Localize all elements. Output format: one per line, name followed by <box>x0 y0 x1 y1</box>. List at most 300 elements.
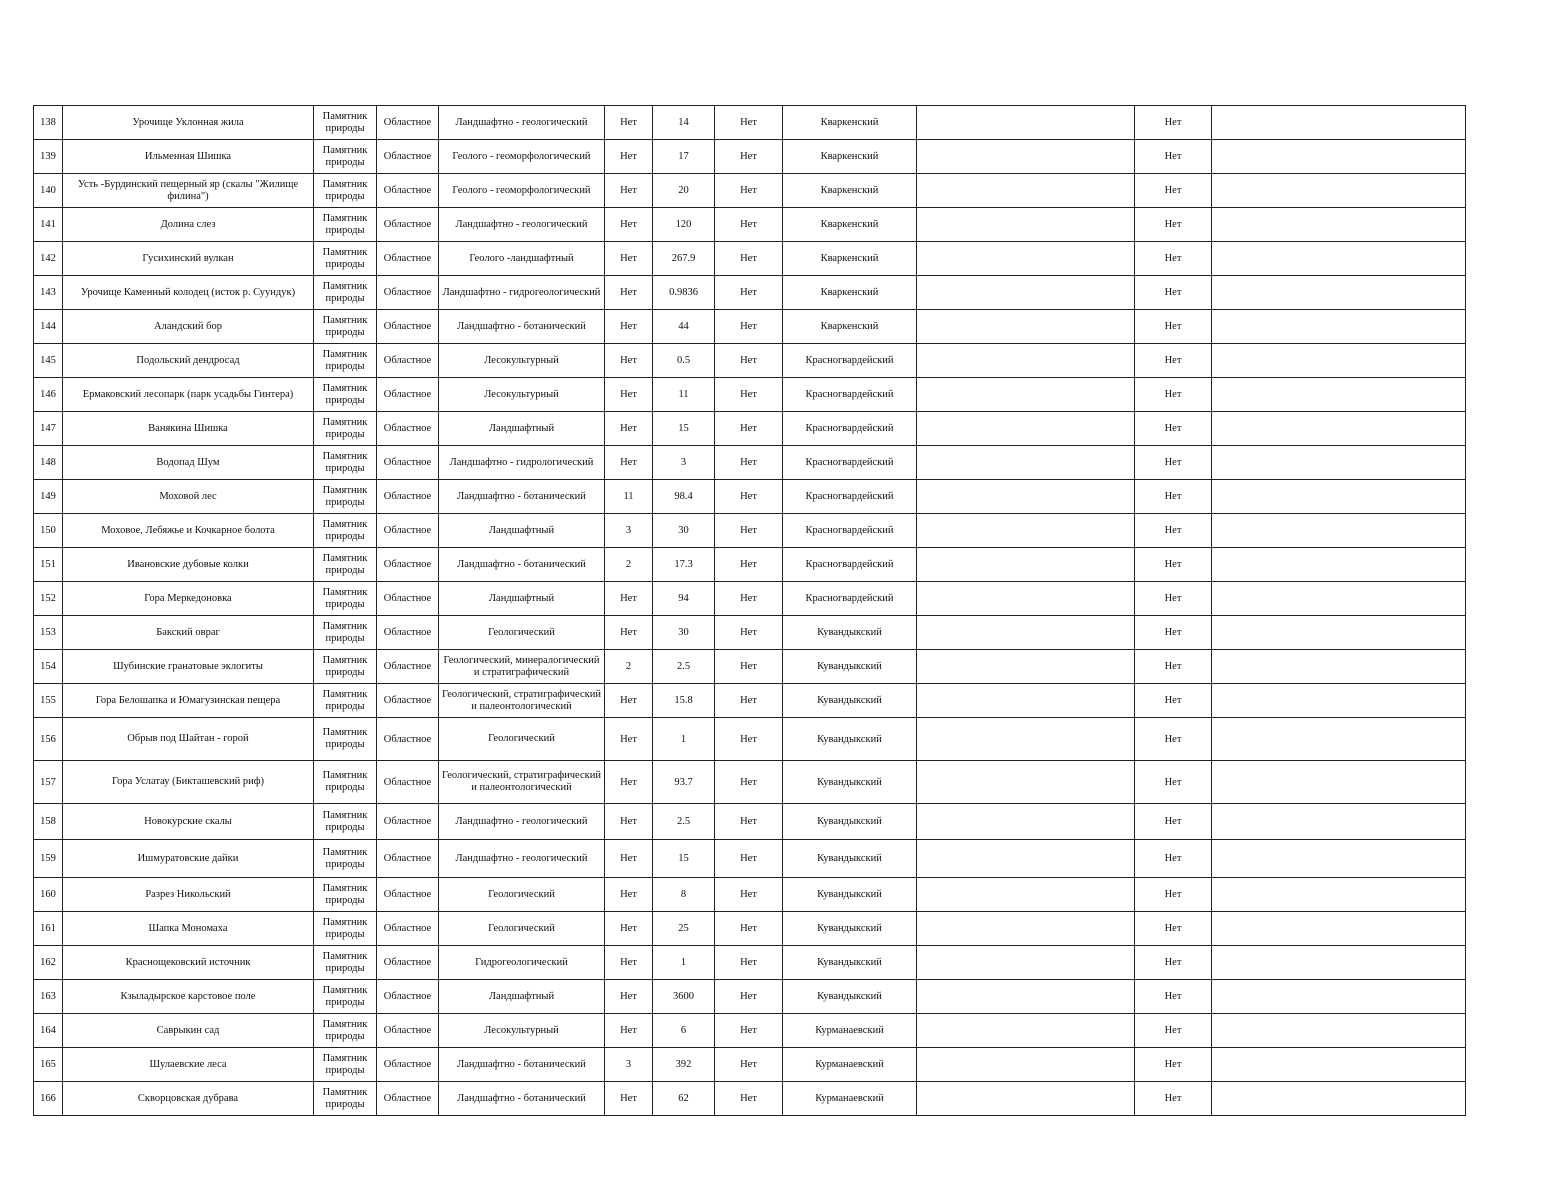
column-c-cell <box>917 276 1135 310</box>
district-cell: Красногвардейский <box>783 548 917 582</box>
category-cell: Памятник природы <box>314 174 377 208</box>
row-number-cell: 161 <box>34 912 63 946</box>
category-cell: Памятник природы <box>314 1048 377 1082</box>
column-d-cell: Нет <box>1135 878 1212 912</box>
column-d-cell: Нет <box>1135 344 1212 378</box>
district-cell: Кувандыкский <box>783 878 917 912</box>
column-b-cell: Нет <box>715 514 783 548</box>
column-c-cell <box>917 1082 1135 1116</box>
column-a-cell: Нет <box>605 878 653 912</box>
column-a-cell: Нет <box>605 412 653 446</box>
district-cell: Кваркенский <box>783 208 917 242</box>
table-body <box>34 106 1466 1116</box>
significance-cell: Областное <box>377 412 439 446</box>
column-c-cell <box>917 208 1135 242</box>
significance-cell: Областное <box>377 174 439 208</box>
object-name-cell: Подольский дендросад <box>63 344 314 378</box>
column-c-cell <box>917 980 1135 1014</box>
row-number-cell: 140 <box>34 174 63 208</box>
column-d-cell: Нет <box>1135 946 1212 980</box>
column-e-cell <box>1212 878 1466 912</box>
column-b-cell: Нет <box>715 616 783 650</box>
significance-cell: Областное <box>377 106 439 140</box>
column-e-cell <box>1212 208 1466 242</box>
column-e-cell <box>1212 761 1466 804</box>
significance-cell: Областное <box>377 582 439 616</box>
profile-cell: Геологический <box>439 718 605 761</box>
column-b-cell: Нет <box>715 878 783 912</box>
column-a-cell: Нет <box>605 1082 653 1116</box>
row-number-cell: 164 <box>34 1014 63 1048</box>
area-cell: 1 <box>653 946 715 980</box>
column-d-cell: Нет <box>1135 446 1212 480</box>
column-a-cell: Нет <box>605 684 653 718</box>
category-cell: Памятник природы <box>314 514 377 548</box>
column-a-cell: Нет <box>605 718 653 761</box>
row-number-cell: 165 <box>34 1048 63 1082</box>
table-row <box>34 548 1466 582</box>
category-cell: Памятник природы <box>314 480 377 514</box>
column-b-cell: Нет <box>715 684 783 718</box>
column-d-cell: Нет <box>1135 804 1212 840</box>
column-a-cell: Нет <box>605 912 653 946</box>
category-cell: Памятник природы <box>314 208 377 242</box>
object-name-cell: Гусихинский вулкан <box>63 242 314 276</box>
row-number-cell: 150 <box>34 514 63 548</box>
column-a-cell: 11 <box>605 480 653 514</box>
column-e-cell <box>1212 310 1466 344</box>
column-e-cell <box>1212 242 1466 276</box>
table-row <box>34 1048 1466 1082</box>
column-b-cell: Нет <box>715 582 783 616</box>
district-cell: Кваркенский <box>783 140 917 174</box>
column-d-cell: Нет <box>1135 548 1212 582</box>
column-c-cell <box>917 344 1135 378</box>
column-c-cell <box>917 616 1135 650</box>
column-e-cell <box>1212 1048 1466 1082</box>
column-b-cell: Нет <box>715 761 783 804</box>
significance-cell: Областное <box>377 344 439 378</box>
category-cell: Памятник природы <box>314 840 377 878</box>
area-cell: 30 <box>653 616 715 650</box>
significance-cell: Областное <box>377 1048 439 1082</box>
column-e-cell <box>1212 684 1466 718</box>
column-a-cell: Нет <box>605 344 653 378</box>
column-a-cell: Нет <box>605 804 653 840</box>
column-b-cell: Нет <box>715 548 783 582</box>
significance-cell: Областное <box>377 616 439 650</box>
column-c-cell <box>917 548 1135 582</box>
table-row <box>34 761 1466 804</box>
object-name-cell: Саврыкин сад <box>63 1014 314 1048</box>
table-row <box>34 650 1466 684</box>
significance-cell: Областное <box>377 276 439 310</box>
column-d-cell: Нет <box>1135 1082 1212 1116</box>
object-name-cell: Скворцовская дубрава <box>63 1082 314 1116</box>
area-cell: 1 <box>653 718 715 761</box>
profile-cell: Геолого -ландшафтный <box>439 242 605 276</box>
object-name-cell: Долина слез <box>63 208 314 242</box>
column-d-cell: Нет <box>1135 412 1212 446</box>
object-name-cell: Бакский овраг <box>63 616 314 650</box>
object-name-cell: Усть -Бурдинский пещерный яр (скалы "Жилище филина") <box>63 174 314 208</box>
protected-areas-table <box>33 105 1466 1116</box>
significance-cell: Областное <box>377 242 439 276</box>
significance-cell: Областное <box>377 208 439 242</box>
column-b-cell: Нет <box>715 480 783 514</box>
table-row <box>34 378 1466 412</box>
profile-cell: Ландшафтно - ботанический <box>439 310 605 344</box>
area-cell: 25 <box>653 912 715 946</box>
district-cell: Кваркенский <box>783 276 917 310</box>
area-cell: 3600 <box>653 980 715 1014</box>
column-d-cell: Нет <box>1135 980 1212 1014</box>
category-cell: Памятник природы <box>314 446 377 480</box>
category-cell: Памятник природы <box>314 106 377 140</box>
category-cell: Памятник природы <box>314 946 377 980</box>
column-d-cell: Нет <box>1135 208 1212 242</box>
row-number-cell: 146 <box>34 378 63 412</box>
column-b-cell: Нет <box>715 718 783 761</box>
column-d-cell: Нет <box>1135 514 1212 548</box>
column-c-cell <box>917 480 1135 514</box>
district-cell: Кувандыкский <box>783 718 917 761</box>
area-cell: 6 <box>653 1014 715 1048</box>
column-d-cell: Нет <box>1135 276 1212 310</box>
significance-cell: Областное <box>377 684 439 718</box>
area-cell: 11 <box>653 378 715 412</box>
row-number-cell: 141 <box>34 208 63 242</box>
district-cell: Красногвардейский <box>783 480 917 514</box>
column-e-cell <box>1212 650 1466 684</box>
profile-cell: Ландшафтно - ботанический <box>439 480 605 514</box>
column-c-cell <box>917 684 1135 718</box>
column-c-cell <box>917 106 1135 140</box>
row-number-cell: 138 <box>34 106 63 140</box>
object-name-cell: Ишмуратовские дайки <box>63 840 314 878</box>
category-cell: Памятник природы <box>314 140 377 174</box>
district-cell: Кувандыкский <box>783 761 917 804</box>
column-b-cell: Нет <box>715 446 783 480</box>
profile-cell: Лесокультурный <box>439 344 605 378</box>
row-number-cell: 156 <box>34 718 63 761</box>
profile-cell: Ландшафтно - гидрологический <box>439 446 605 480</box>
object-name-cell: Гора Меркедоновка <box>63 582 314 616</box>
table-row <box>34 514 1466 548</box>
profile-cell: Ландшафтный <box>439 582 605 616</box>
column-c-cell <box>917 650 1135 684</box>
object-name-cell: Водопад Шум <box>63 446 314 480</box>
significance-cell: Областное <box>377 1082 439 1116</box>
column-a-cell: Нет <box>605 106 653 140</box>
profile-cell: Геологический, стратиграфический и палеонтологический <box>439 684 605 718</box>
column-b-cell: Нет <box>715 946 783 980</box>
profile-cell: Геологический, стратиграфический и палеонтологический <box>439 761 605 804</box>
column-e-cell <box>1212 1014 1466 1048</box>
category-cell: Памятник природы <box>314 1014 377 1048</box>
area-cell: 392 <box>653 1048 715 1082</box>
column-c-cell <box>917 378 1135 412</box>
profile-cell: Ландшафтный <box>439 412 605 446</box>
object-name-cell: Краснощековский источник <box>63 946 314 980</box>
significance-cell: Областное <box>377 480 439 514</box>
table-row <box>34 276 1466 310</box>
district-cell: Кувандыкский <box>783 684 917 718</box>
significance-cell: Областное <box>377 140 439 174</box>
column-d-cell: Нет <box>1135 1048 1212 1082</box>
district-cell: Кваркенский <box>783 310 917 344</box>
column-d-cell: Нет <box>1135 650 1212 684</box>
object-name-cell: Гора Белошапка и Юмагузинская пещера <box>63 684 314 718</box>
column-a-cell: 2 <box>605 548 653 582</box>
row-number-cell: 139 <box>34 140 63 174</box>
object-name-cell: Кзыладырское карстовое поле <box>63 980 314 1014</box>
profile-cell: Лесокультурный <box>439 378 605 412</box>
category-cell: Памятник природы <box>314 912 377 946</box>
area-cell: 17.3 <box>653 548 715 582</box>
row-number-cell: 158 <box>34 804 63 840</box>
column-b-cell: Нет <box>715 276 783 310</box>
column-d-cell: Нет <box>1135 480 1212 514</box>
profile-cell: Ландшафтно - гидрогеологический <box>439 276 605 310</box>
column-c-cell <box>917 878 1135 912</box>
column-e-cell <box>1212 804 1466 840</box>
significance-cell: Областное <box>377 912 439 946</box>
profile-cell: Ландшафтно - геологический <box>439 804 605 840</box>
column-a-cell: Нет <box>605 310 653 344</box>
row-number-cell: 152 <box>34 582 63 616</box>
area-cell: 15.8 <box>653 684 715 718</box>
row-number-cell: 142 <box>34 242 63 276</box>
district-cell: Красногвардейский <box>783 446 917 480</box>
column-a-cell: Нет <box>605 1014 653 1048</box>
object-name-cell: Моховой лес <box>63 480 314 514</box>
column-a-cell: Нет <box>605 980 653 1014</box>
district-cell: Красногвардейский <box>783 582 917 616</box>
area-cell: 15 <box>653 412 715 446</box>
area-cell: 98.4 <box>653 480 715 514</box>
significance-cell: Областное <box>377 446 439 480</box>
table-row <box>34 208 1466 242</box>
column-a-cell: Нет <box>605 582 653 616</box>
row-number-cell: 153 <box>34 616 63 650</box>
row-number-cell: 144 <box>34 310 63 344</box>
column-e-cell <box>1212 548 1466 582</box>
area-cell: 3 <box>653 446 715 480</box>
column-a-cell: Нет <box>605 208 653 242</box>
district-cell: Кувандыкский <box>783 980 917 1014</box>
area-cell: 0.9836 <box>653 276 715 310</box>
column-d-cell: Нет <box>1135 378 1212 412</box>
column-d-cell: Нет <box>1135 912 1212 946</box>
column-b-cell: Нет <box>715 980 783 1014</box>
column-a-cell: 3 <box>605 1048 653 1082</box>
object-name-cell: Ермаковский лесопарк (парк усадьбы Гинтера) <box>63 378 314 412</box>
category-cell: Памятник природы <box>314 582 377 616</box>
column-c-cell <box>917 718 1135 761</box>
profile-cell: Ландшафтно - геологический <box>439 840 605 878</box>
table-row <box>34 804 1466 840</box>
column-b-cell: Нет <box>715 242 783 276</box>
column-a-cell: Нет <box>605 946 653 980</box>
profile-cell: Геологический <box>439 912 605 946</box>
column-a-cell: Нет <box>605 276 653 310</box>
category-cell: Памятник природы <box>314 650 377 684</box>
table-row <box>34 242 1466 276</box>
district-cell: Курманаевский <box>783 1014 917 1048</box>
object-name-cell: Ивановские дубовые колки <box>63 548 314 582</box>
column-e-cell <box>1212 980 1466 1014</box>
column-c-cell <box>917 412 1135 446</box>
significance-cell: Областное <box>377 878 439 912</box>
column-b-cell: Нет <box>715 174 783 208</box>
column-e-cell <box>1212 276 1466 310</box>
column-b-cell: Нет <box>715 804 783 840</box>
column-b-cell: Нет <box>715 1082 783 1116</box>
category-cell: Памятник природы <box>314 548 377 582</box>
area-cell: 14 <box>653 106 715 140</box>
category-cell: Памятник природы <box>314 344 377 378</box>
object-name-cell: Шубинские гранатовые эклогиты <box>63 650 314 684</box>
column-e-cell <box>1212 140 1466 174</box>
category-cell: Памятник природы <box>314 980 377 1014</box>
column-a-cell: Нет <box>605 242 653 276</box>
category-cell: Памятник природы <box>314 412 377 446</box>
table-row <box>34 480 1466 514</box>
column-e-cell <box>1212 174 1466 208</box>
column-e-cell <box>1212 514 1466 548</box>
column-e-cell <box>1212 582 1466 616</box>
object-name-cell: Новокурские скалы <box>63 804 314 840</box>
column-e-cell <box>1212 946 1466 980</box>
area-cell: 2.5 <box>653 804 715 840</box>
area-cell: 17 <box>653 140 715 174</box>
column-b-cell: Нет <box>715 310 783 344</box>
row-number-cell: 166 <box>34 1082 63 1116</box>
column-c-cell <box>917 761 1135 804</box>
profile-cell: Ландшафтно - геологический <box>439 106 605 140</box>
column-e-cell <box>1212 912 1466 946</box>
category-cell: Памятник природы <box>314 804 377 840</box>
object-name-cell: Урочище Уклонная жила <box>63 106 314 140</box>
column-a-cell: Нет <box>605 616 653 650</box>
row-number-cell: 151 <box>34 548 63 582</box>
row-number-cell: 154 <box>34 650 63 684</box>
significance-cell: Областное <box>377 514 439 548</box>
area-cell: 267.9 <box>653 242 715 276</box>
column-d-cell: Нет <box>1135 140 1212 174</box>
column-e-cell <box>1212 840 1466 878</box>
district-cell: Курманаевский <box>783 1082 917 1116</box>
district-cell: Кваркенский <box>783 106 917 140</box>
significance-cell: Областное <box>377 650 439 684</box>
object-name-cell: Обрыв под Шайтан - горой <box>63 718 314 761</box>
column-b-cell: Нет <box>715 1014 783 1048</box>
column-b-cell: Нет <box>715 378 783 412</box>
row-number-cell: 163 <box>34 980 63 1014</box>
area-cell: 8 <box>653 878 715 912</box>
object-name-cell: Гора Услатау (Бикташевский риф) <box>63 761 314 804</box>
district-cell: Кувандыкский <box>783 840 917 878</box>
area-cell: 2.5 <box>653 650 715 684</box>
table-row <box>34 684 1466 718</box>
column-c-cell <box>917 446 1135 480</box>
row-number-cell: 157 <box>34 761 63 804</box>
column-c-cell <box>917 514 1135 548</box>
row-number-cell: 149 <box>34 480 63 514</box>
district-cell: Кваркенский <box>783 242 917 276</box>
category-cell: Памятник природы <box>314 378 377 412</box>
table-row <box>34 946 1466 980</box>
column-b-cell: Нет <box>715 650 783 684</box>
significance-cell: Областное <box>377 378 439 412</box>
profile-cell: Геологический <box>439 878 605 912</box>
district-cell: Красногвардейский <box>783 412 917 446</box>
column-b-cell: Нет <box>715 912 783 946</box>
category-cell: Памятник природы <box>314 242 377 276</box>
object-name-cell: Ильменная Шишка <box>63 140 314 174</box>
significance-cell: Областное <box>377 548 439 582</box>
area-cell: 62 <box>653 1082 715 1116</box>
significance-cell: Областное <box>377 761 439 804</box>
table-row <box>34 878 1466 912</box>
profile-cell: Ландшафтно - ботанический <box>439 1048 605 1082</box>
district-cell: Кваркенский <box>783 174 917 208</box>
table-row <box>34 718 1466 761</box>
significance-cell: Областное <box>377 840 439 878</box>
significance-cell: Областное <box>377 980 439 1014</box>
category-cell: Памятник природы <box>314 878 377 912</box>
column-b-cell: Нет <box>715 344 783 378</box>
column-c-cell <box>917 582 1135 616</box>
profile-cell: Ландшафтный <box>439 980 605 1014</box>
table-row <box>34 582 1466 616</box>
profile-cell: Лесокультурный <box>439 1014 605 1048</box>
object-name-cell: Урочище Каменный колодец (исток р. Суундук) <box>63 276 314 310</box>
category-cell: Памятник природы <box>314 276 377 310</box>
column-a-cell: 3 <box>605 514 653 548</box>
profile-cell: Ландшафтно - геологический <box>439 208 605 242</box>
table-row <box>34 174 1466 208</box>
row-number-cell: 160 <box>34 878 63 912</box>
column-b-cell: Нет <box>715 106 783 140</box>
category-cell: Памятник природы <box>314 684 377 718</box>
table-row <box>34 446 1466 480</box>
area-cell: 120 <box>653 208 715 242</box>
object-name-cell: Шулаевские леса <box>63 1048 314 1082</box>
district-cell: Красногвардейский <box>783 378 917 412</box>
area-cell: 0.5 <box>653 344 715 378</box>
significance-cell: Областное <box>377 718 439 761</box>
column-a-cell: Нет <box>605 174 653 208</box>
row-number-cell: 155 <box>34 684 63 718</box>
column-c-cell <box>917 242 1135 276</box>
object-name-cell: Моховое, Лебяжье и Кочкарное болота <box>63 514 314 548</box>
profile-cell: Геологический <box>439 616 605 650</box>
column-a-cell: Нет <box>605 378 653 412</box>
table-row <box>34 616 1466 650</box>
column-d-cell: Нет <box>1135 582 1212 616</box>
column-e-cell <box>1212 106 1466 140</box>
profile-cell: Геолого - геоморфологический <box>439 174 605 208</box>
column-e-cell <box>1212 1082 1466 1116</box>
column-e-cell <box>1212 378 1466 412</box>
column-b-cell: Нет <box>715 412 783 446</box>
category-cell: Памятник природы <box>314 761 377 804</box>
district-cell: Кувандыкский <box>783 912 917 946</box>
row-number-cell: 162 <box>34 946 63 980</box>
area-cell: 93.7 <box>653 761 715 804</box>
